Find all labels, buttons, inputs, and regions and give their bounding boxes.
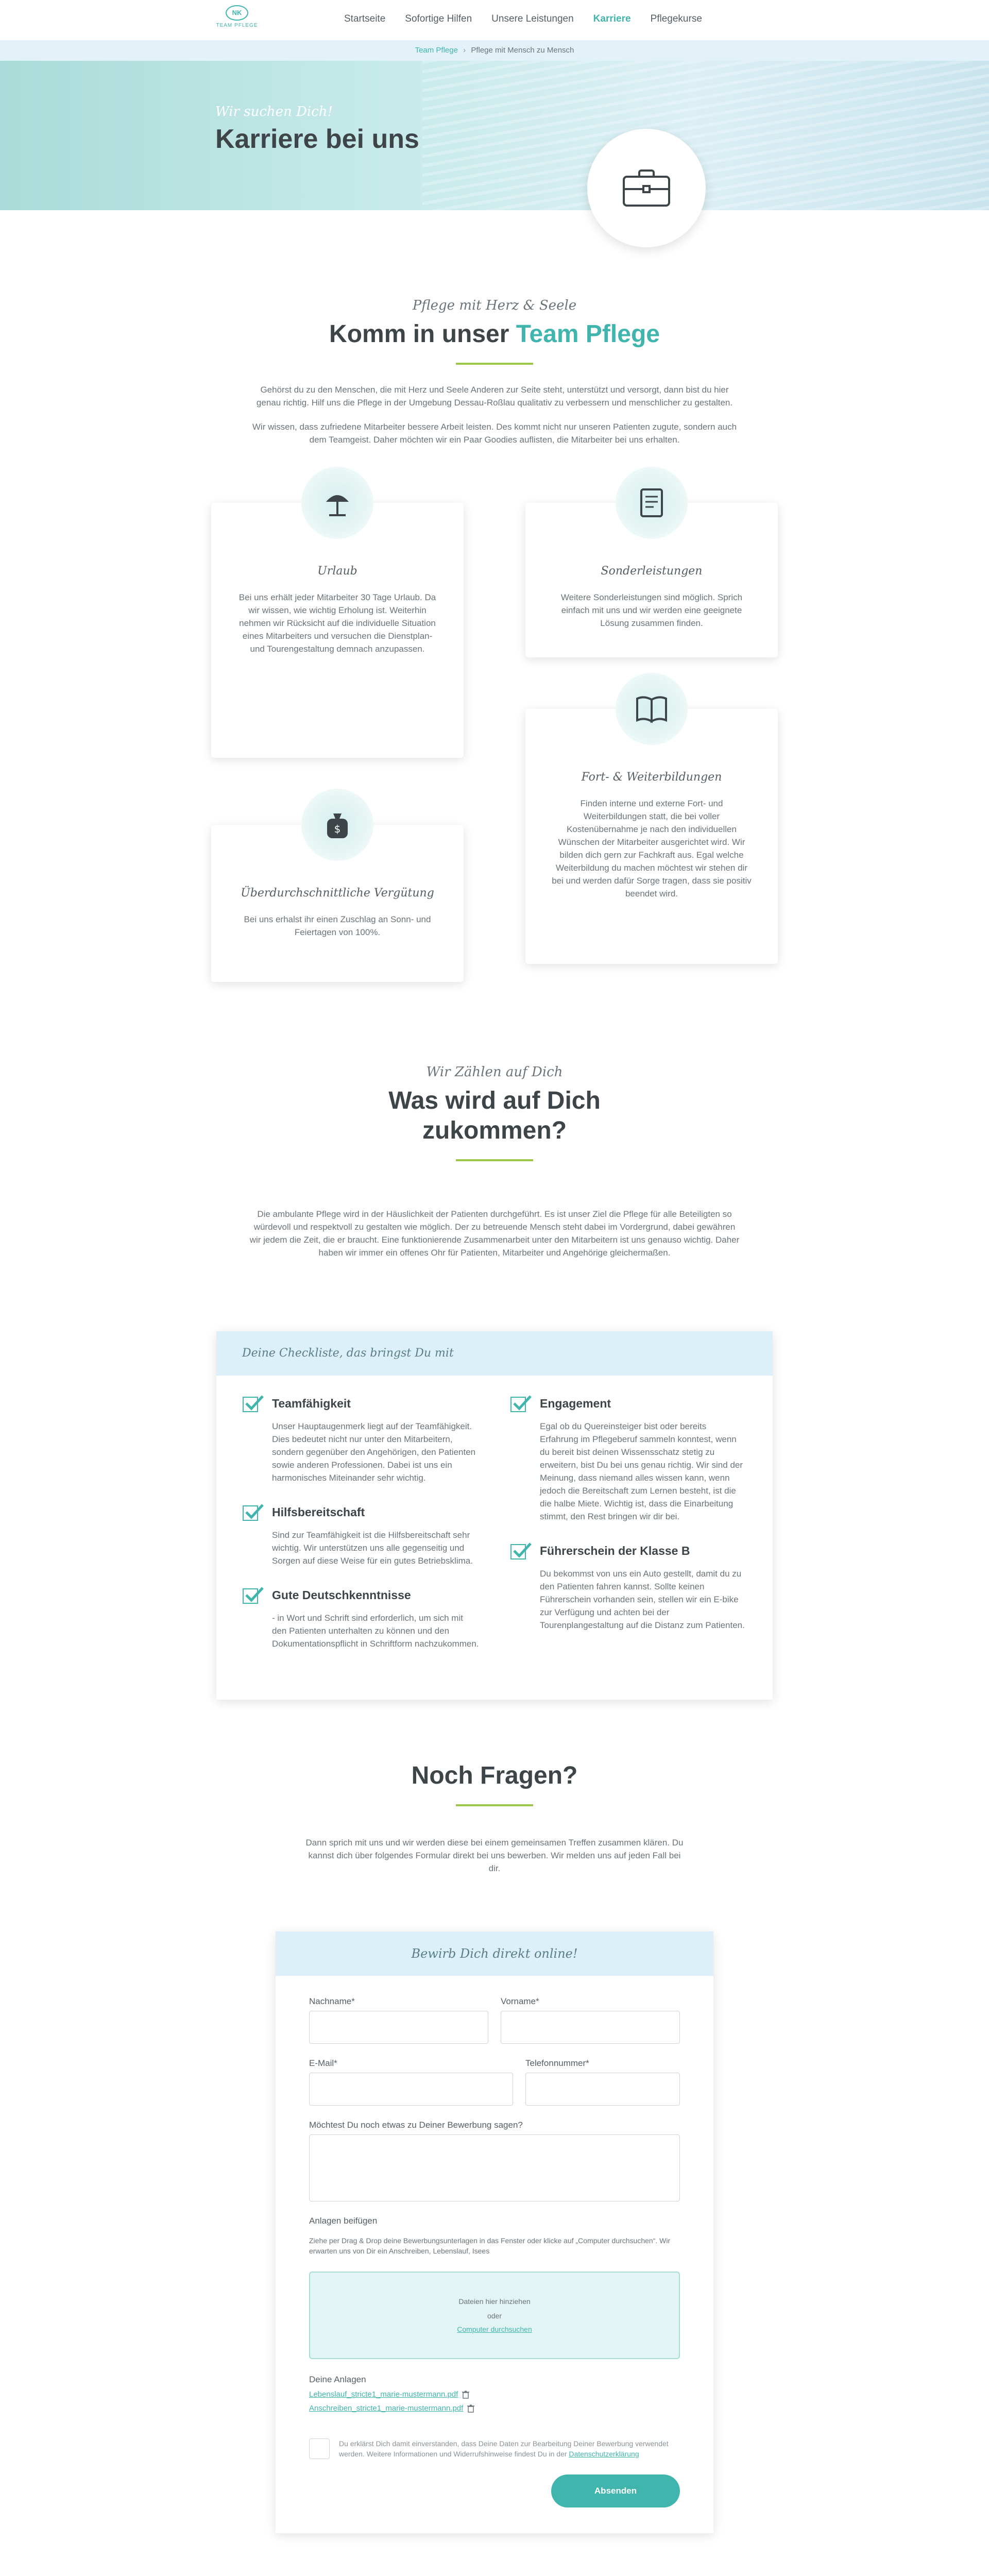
expect-pre-title: Wir Zählen auf Dich [426,1064,563,1080]
expect-title-line-1: Was wird auf Dich [388,1087,601,1114]
form-body [276,1976,713,2507]
intro-paragraph-2: Wir wissen, dass zufriedene Mitarbeiter bessere Arbeit leisten. Des kommt nicht nur unseren Patienten zugute, sondern auch dem Teamgeist. Daher möchten wir ein Paar Goodies auflisten, die Mitarbeiter bei uns erhalten. [252,422,737,445]
privacy-policy-link[interactable]: Datenschutzerklärung [569,2450,639,2458]
consent-text [339,2438,680,2459]
intro-text [250,383,739,446]
checkmark-icon [510,1541,533,1560]
form-row [309,2120,680,2201]
checklist-item-text: - in Wort und Schrift sind erforderlich, um sich mit den Patienten unterhalten zu können und den Dokumentationspflicht in Schriftform nachzukommen. [272,1613,479,1649]
breadcrumb [0,40,989,61]
lastname-input[interactable] [309,2011,488,2044]
checkmark-icon [242,1503,265,1521]
nav-item-pflegekurse[interactable]: Pflegekurse [650,13,702,24]
briefcase-icon [621,167,672,209]
svg-text:$: $ [334,823,341,835]
money-bag-icon [323,809,352,840]
checkmark-icon [242,1586,265,1604]
checklist-item-text: Sind zur Teamfähigkeit ist die Hilfsbereitschaft sehr wichtig. Wir unterstützen uns alle gegenseitig und Sorgen auf diese Weise für ein gutes Betriebsklima. [272,1530,473,1566]
benefit-icon-wrap [616,673,688,745]
benefit-title: Sonderleistungen [601,565,703,578]
checklist-item-title: Führerschein der Klasse B [540,1544,690,1557]
form-row [309,1996,680,2044]
consent-checkbox[interactable] [309,2438,330,2459]
divider-bar [456,363,533,365]
checklist-left-column [242,1394,479,1669]
hero-subtitle: Wir suchen Dich! [215,104,333,120]
expect-title [0,1086,989,1146]
benefit-title: Fort- & Weiterbildungen [581,771,722,784]
benefit-icon-wrap [616,467,688,539]
benefit-icon-wrap [301,467,373,539]
consent-text-main: Du erklärst Dich damit einverstanden, dass Deine Daten zur Bearbeitung Deiner Bewerbung verwendet werden. Weitere Informationen und Widerrufshinweise findest Du in der [339,2439,669,2458]
breadcrumb-home[interactable]: Team Pflege [415,46,458,55]
checkmark-icon [242,1394,265,1413]
file-dropzone[interactable] [309,2272,680,2359]
browse-computer-link[interactable]: Computer durchsuchen [457,2325,532,2333]
benefit-title: Überdurchschnittliche Vergütung [241,887,434,900]
checkmark-icon [510,1394,533,1413]
questions-section [0,1761,989,1875]
benefit-card-sonderleistungen [525,503,778,657]
checklist-item [242,1503,479,1567]
checklist-item-title: Engagement [540,1396,611,1410]
expect-title-line-2: zukommen? [422,1117,567,1144]
checklist-item [242,1394,479,1484]
checklist-item [510,1541,747,1632]
questions-text: Dann sprich mit uns und wir werden diese bei einem gemeinsamen Treffen zusammen klären. Du kannst dich über folgendes Formular direkt bei uns bewerben. Wir melden uns auf jeden Fall bei dir. [305,1838,684,1873]
attached-files-title: Deine Anlagen [309,2375,366,2384]
lastname-label: Nachname* [309,1996,355,2006]
checklist-item-text: Egal ob du Quereinsteiger bist oder bereits Erfahrung im Pflegeberuf sammeln konntest, wenn du bereit bist deinen Wissensschatz stetig zu erweitern, bist Du bei uns genau richtig. Wir sind der Meinung, dass niemand alles wissen kann, wenn jedoch die Bereitschaft zum Lernen besteht, ist die die halbe Miete. Wichtig ist, dass die Einarbeitung stimmt, den Rest bringen wir dir bei. [540,1421,743,1521]
nav-item-startseite[interactable]: Startseite [344,13,386,24]
divider-bar [456,1159,533,1161]
message-field-wrap [309,2120,680,2201]
form-header: Bewirb Dich direkt online! [276,1931,713,1976]
trash-icon[interactable] [462,2391,469,2399]
email-label: E-Mail* [309,2058,337,2068]
intro-title-accent: Team Pflege [516,320,660,348]
application-form [276,1931,713,2533]
checklist-item-text: Unser Hauptaugenmerk liegt auf der Teamfähigkeit. Dies bedeutet nicht nur unter den Mitarbeitern, sondern gegenüber den Angehörigen, den Patienten sowie anderen Professionen. Dabei ist uns ein harmonisches Miteinander sehr wichtig. [272,1421,476,1483]
attachments-hint: Ziehe per Drag & Drop deine Bewerbungsunterlagen in das Fenster oder klicke auf „Computer durchsuchen“. Wir erwarten uns von Dir ein Anschreiben, Lebenslauf, Isees [309,2236,671,2255]
checklist-item [242,1586,479,1650]
intro-heading [0,298,989,365]
expect-heading [0,1064,989,1161]
checklist-card [216,1331,773,1700]
hero-banner [0,61,989,210]
attached-files [309,2375,680,2413]
hero-title: Karriere bei uns [215,124,419,154]
nav-item-sofortige-hilfen[interactable]: Sofortige Hilfen [405,13,472,24]
book-icon [635,694,668,723]
intro-pre-title: Pflege mit Herz & Seele [412,298,577,313]
lastname-field-wrap [309,1996,488,2044]
benefit-text: Bei uns erhält jeder Mitarbeiter 30 Tage Urlaub. Da wir wissen, wie wichtig Erholung ist. Weiterhin nehmen wir Rücksicht auf die individuelle Situation eines Mitarbeiters und versuchen die Dienstplan- und Tourengestaltung demnach anzupassen. [238,592,436,654]
message-textarea[interactable] [309,2134,680,2201]
benefit-text: Weitere Sonderleistungen sind möglich. Sprich einfach mit uns und wir werden eine geeignete Lösung zusammen finden. [560,592,743,628]
intro-title-plain: Komm in unser [329,320,516,348]
logo[interactable] [214,5,260,28]
attached-file-link[interactable]: Anschreiben_stricte1_marie-mustermann.pdf [309,2404,464,2413]
logo-name: TEAM PFLEGE [216,23,258,28]
email-input[interactable] [309,2073,513,2106]
benefit-card-verguetung [211,825,464,982]
benefit-text: Bei uns erhalst ihr einen Zuschlag an Sonn- und Feiertagen von 100%. [244,914,431,937]
phone-input[interactable] [525,2073,680,2106]
benefit-icon-wrap [301,789,373,861]
firstname-label: Vorname* [501,1996,539,2006]
dropzone-text: Dateien hier hinziehen [458,2297,531,2306]
nav-item-unsere-leistungen[interactable]: Unsere Leistungen [491,13,574,24]
document-icon [637,487,666,518]
benefit-text: Finden interne und externe Fort- und Weiterbildungen statt, die bei voller Kostenübernahme je nach den individuellen Wünschen der Mitarbeiter ausgerichtet wird. Wir bilden dich gern zur Fachkraft aus. Egal welche Weiterbildung du machen möchtest wir stehen dir bei und werden dafür Sorge tragen, dass sie positiv beendet wird. [552,799,752,899]
benefit-title: Urlaub [317,565,357,578]
checklist-item-title: Gute Deutschkenntnisse [272,1588,411,1602]
top-navigation [0,0,989,40]
intro-paragraph-1: Gehörst du zu den Menschen, die mit Herz und Seele Anderen zur Seite steht, unterstützt und versorgt, dann bist du hier genau richtig. Hilf uns die Pflege in der Umgebung Dessau-Roßlau qualitativ zu verbessern und menschlicher zu gestalten. [256,385,733,408]
expect-text: Die ambulante Pflege wird in der Häuslichkeit der Patienten durchgeführt. Es ist unser Ziel die Pflege für alle Beteiligten so würdevoll und respektvoll zu gestalten wie möglich. Der zu betreuende Mensch steht dabei im Vordergrund, dabei gewähren wir jedem die Zeit, die er braucht. Eine funktionierende Zusammenarbeit unter den Mitarbeitern ist uns genauso wichtig. Daher haben wir immer ein offenes Ohr für Patienten, Mitarbeiter und Angehörige gleichermaßen. [249,1209,740,1258]
hero-icon-circle [587,129,706,247]
checklist-item [510,1394,747,1523]
divider-bar [456,1804,533,1806]
attached-file [309,2390,680,2399]
beach-umbrella-icon [322,487,353,518]
logo-mark: NK [226,5,248,21]
benefit-cards [211,503,778,982]
benefit-card-urlaub [211,503,464,758]
nav-menu [344,13,702,25]
trash-icon[interactable] [467,2404,474,2413]
message-label: Möchtest Du noch etwas zu Deiner Bewerbung sagen? [309,2120,523,2130]
form-row [309,2058,680,2106]
checklist-header: Deine Checkliste, das bringst Du mit [216,1331,773,1376]
breadcrumb-separator: › [463,46,466,55]
checklist-right-column [510,1394,747,1669]
email-field-wrap [309,2058,513,2106]
benefit-card-weiterbildungen [525,709,778,964]
checklist-item-title: Hilfsbereitschaft [272,1505,365,1519]
firstname-field-wrap [501,1996,680,2044]
breadcrumb-current: Pflege mit Mensch zu Mensch [471,46,574,55]
attached-file [309,2404,680,2413]
attachments-title: Anlagen beifügen [309,2216,378,2226]
checklist-item-title: Teamfähigkeit [272,1396,351,1410]
checklist-columns [216,1376,773,1700]
dropzone-or: oder [487,2312,502,2320]
attachments-section [309,2216,680,2359]
firstname-input[interactable] [501,2011,680,2044]
phone-label: Telefonnummer* [525,2058,589,2068]
checklist-item-text: Du bekommst von uns ein Auto gestellt, damit du zu den Patienten fahren kannst. Sollte keinen Führerschein vorhanden sein, stellen wir ein E-bike zur Verfügung und achten bei der Tourenplangestaltung auf die Distanz zum Patienten. [540,1569,745,1630]
intro-title [0,319,989,349]
nav-item-karriere[interactable]: Karriere [593,13,631,24]
attached-file-link[interactable]: Lebenslauf_stricte1_marie-mustermann.pdf [309,2390,458,2399]
phone-field-wrap [525,2058,680,2106]
hero-background-texture [422,61,989,210]
questions-title: Noch Fragen? [411,1762,578,1789]
submit-button[interactable]: Absenden [551,2475,680,2507]
consent-row [309,2438,680,2459]
